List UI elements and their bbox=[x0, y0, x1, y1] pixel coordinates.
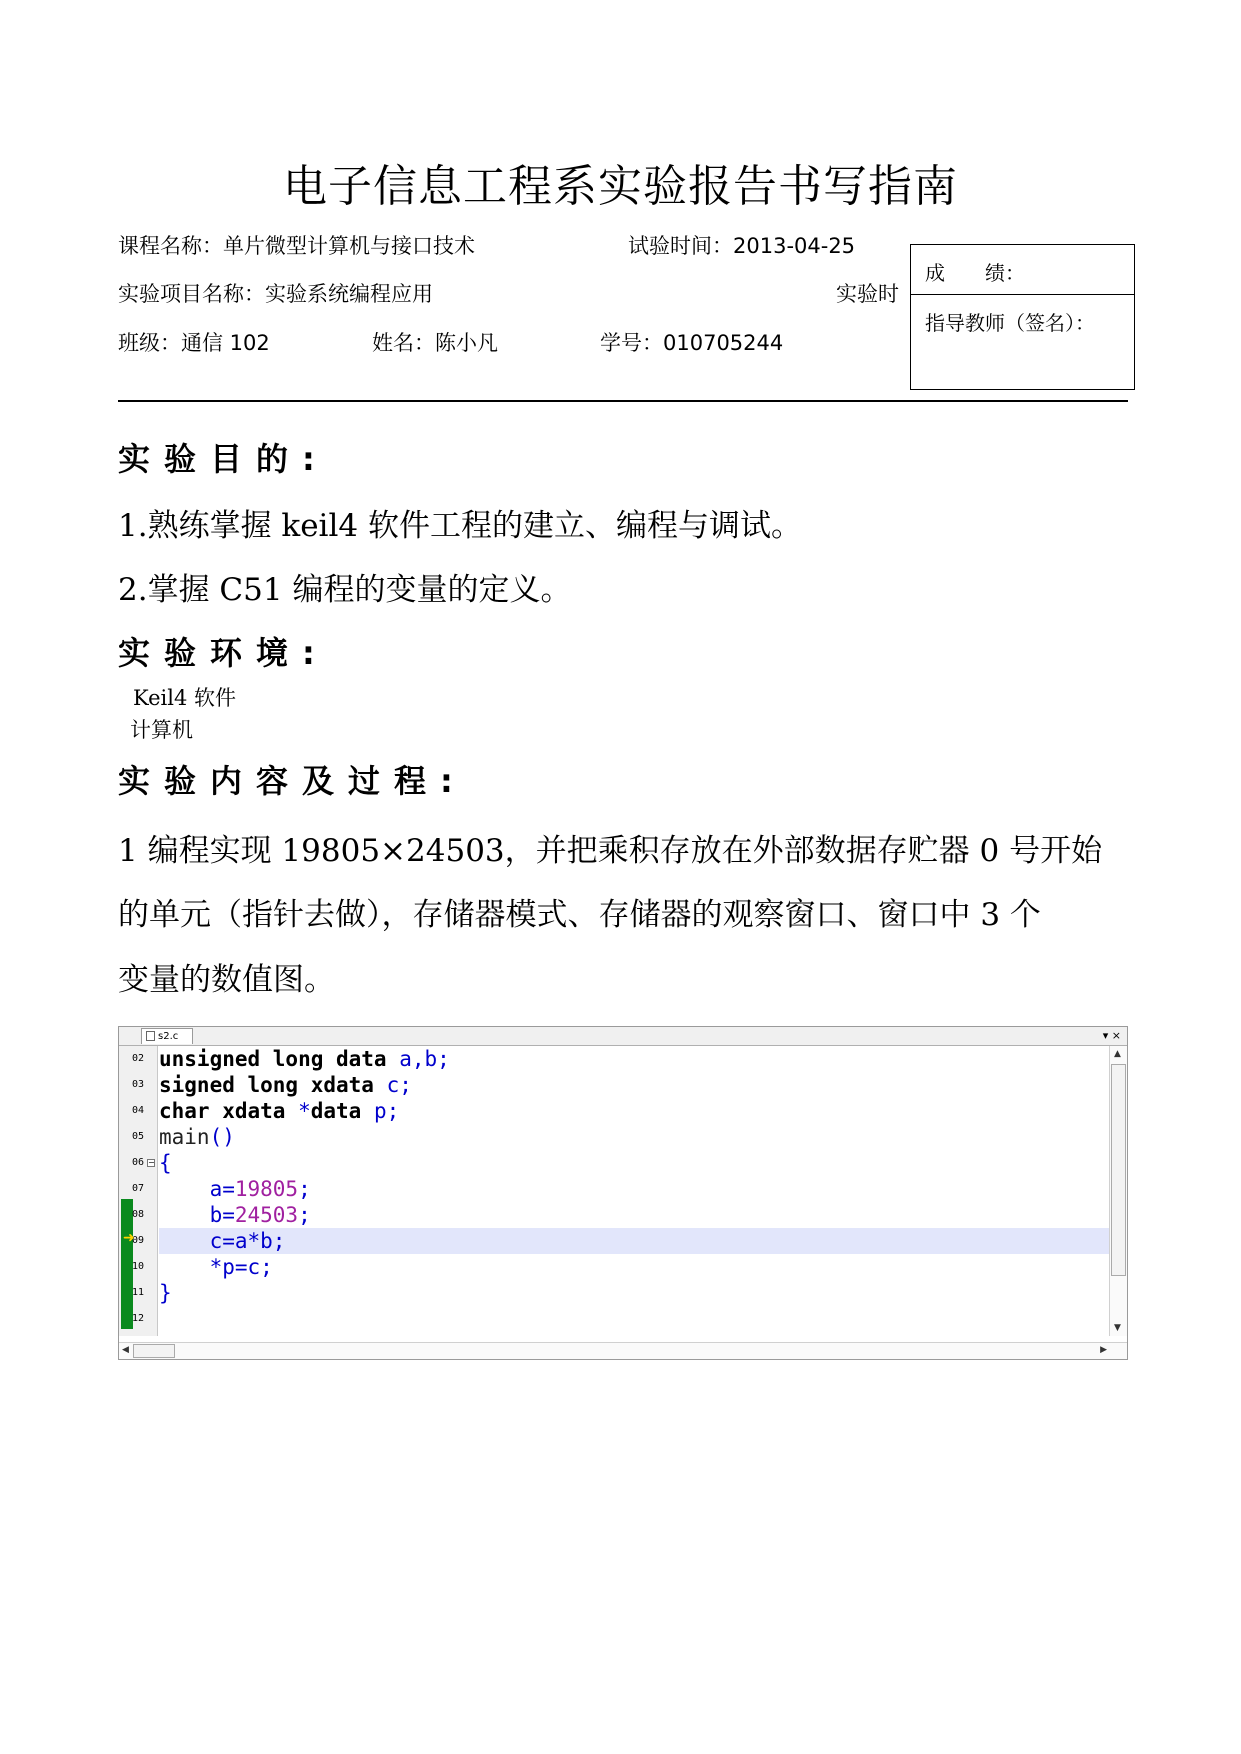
code-line bbox=[159, 1046, 1109, 1072]
code-line bbox=[159, 1176, 1109, 1202]
scroll-down-icon[interactable]: ▼ bbox=[1114, 1323, 1121, 1333]
file-tab[interactable] bbox=[141, 1028, 193, 1044]
tab-controls[interactable]: ▾ × bbox=[1102, 1029, 1121, 1042]
line-number: 08 bbox=[132, 1209, 145, 1220]
editor-tab-bar bbox=[119, 1027, 1127, 1046]
code-line bbox=[159, 1124, 1109, 1150]
editor-gutter bbox=[119, 1046, 158, 1336]
page-title: 电子信息工程系实验报告书写指南 bbox=[283, 161, 958, 212]
code-text: a,b; bbox=[386, 1047, 450, 1071]
project-name: 实验项目名称：实验系统编程应用 bbox=[118, 282, 433, 306]
environment-item-computer: 计算机 bbox=[130, 718, 193, 742]
file-tab-label: s2.c bbox=[158, 1031, 179, 1042]
code-keyword: signed long xdata bbox=[159, 1073, 374, 1097]
vertical-scroll-thumb[interactable] bbox=[1111, 1064, 1126, 1276]
code-number: 24503 bbox=[234, 1203, 299, 1227]
code-text: main bbox=[159, 1125, 210, 1149]
experiment-date: 试验时间：2013-04-25 bbox=[628, 234, 856, 258]
line-number: 05 bbox=[132, 1131, 145, 1142]
code-text: b= bbox=[159, 1203, 235, 1227]
code-keyword: data bbox=[310, 1099, 362, 1123]
vertical-scrollbar[interactable] bbox=[1109, 1046, 1127, 1336]
line-number: 06 bbox=[132, 1157, 145, 1168]
line-number: 09 bbox=[132, 1235, 145, 1246]
content-line-2: 的单元（指针去做），存储器模式、存储器的观察窗口、窗口中 3 个 bbox=[118, 897, 1041, 933]
code-line bbox=[159, 1254, 1109, 1280]
line-number: 02 bbox=[132, 1053, 145, 1064]
scroll-right-icon[interactable]: ▶ bbox=[1100, 1345, 1107, 1355]
fold-toggle-icon[interactable]: − bbox=[148, 1158, 155, 1167]
code-text: *p=c; bbox=[159, 1255, 273, 1279]
code-text: () bbox=[209, 1125, 235, 1149]
scroll-up-icon[interactable]: ▲ bbox=[1114, 1049, 1121, 1059]
code-line bbox=[159, 1150, 1109, 1176]
code-line bbox=[159, 1202, 1109, 1228]
content-line-1: 1 编程实现 19805×24503，并把乘积存放在外部数据存贮器 0 号开始 bbox=[118, 833, 1103, 869]
code-text: a= bbox=[159, 1177, 235, 1201]
score-label: 成 绩： bbox=[911, 245, 1134, 295]
environment-heading: 实验环境: bbox=[118, 634, 329, 672]
line-number: 10 bbox=[132, 1261, 145, 1272]
code-text: { bbox=[159, 1151, 172, 1175]
teacher-signature-label: 指导教师（签名）： bbox=[925, 311, 1095, 335]
student-name: 姓名：陈小凡 bbox=[372, 331, 498, 355]
grade-box bbox=[910, 244, 1135, 390]
scroll-left-icon[interactable]: ◀ bbox=[122, 1345, 129, 1355]
code-line bbox=[159, 1280, 1109, 1306]
code-keyword: unsigned long data bbox=[159, 1047, 387, 1071]
code-line bbox=[159, 1098, 1109, 1124]
code-text: c=a*b; bbox=[159, 1229, 286, 1253]
class-field: 班级：通信 102 bbox=[118, 331, 270, 355]
header-divider bbox=[118, 400, 1128, 402]
content-line-3: 变量的数值图。 bbox=[118, 962, 335, 998]
environment-item-keil: Keil4 软件 bbox=[133, 686, 237, 710]
line-number: 03 bbox=[132, 1079, 145, 1090]
code-keyword: char xdata bbox=[159, 1099, 286, 1123]
student-id: 学号：010705244 bbox=[600, 331, 784, 355]
code-text: c; bbox=[373, 1073, 412, 1097]
file-icon bbox=[146, 1031, 155, 1041]
course-name: 课程名称：单片微型计算机与接口技术 bbox=[118, 234, 475, 258]
line-number: 04 bbox=[132, 1105, 145, 1116]
content-heading: 实验内容及过程: bbox=[118, 762, 467, 800]
purpose-item-2: 2.掌握 C51 编程的变量的定义。 bbox=[118, 572, 572, 608]
line-number: 12 bbox=[132, 1313, 145, 1324]
current-line-arrow-icon: ➜ bbox=[123, 1230, 135, 1246]
purpose-item-1: 1.熟练掌握 keil4 软件工程的建立、编程与调试。 bbox=[118, 508, 802, 544]
line-number: 07 bbox=[132, 1183, 145, 1194]
code-line-current bbox=[159, 1228, 1109, 1254]
code-text: p; bbox=[361, 1099, 400, 1123]
code-text: ; bbox=[298, 1203, 311, 1227]
code-line bbox=[159, 1072, 1109, 1098]
code-text: * bbox=[285, 1099, 311, 1123]
code-text: ; bbox=[298, 1177, 311, 1201]
code-editor-screenshot bbox=[118, 1026, 1128, 1360]
project-time-label: 实验时 bbox=[836, 282, 899, 306]
code-number: 19805 bbox=[234, 1177, 299, 1201]
code-text: } bbox=[159, 1281, 172, 1305]
horizontal-scrollbar[interactable] bbox=[119, 1342, 1127, 1359]
code-area[interactable] bbox=[159, 1046, 1109, 1336]
horizontal-scroll-thumb[interactable] bbox=[133, 1344, 175, 1358]
line-number: 11 bbox=[132, 1287, 145, 1298]
purpose-heading: 实验目的: bbox=[118, 440, 329, 478]
